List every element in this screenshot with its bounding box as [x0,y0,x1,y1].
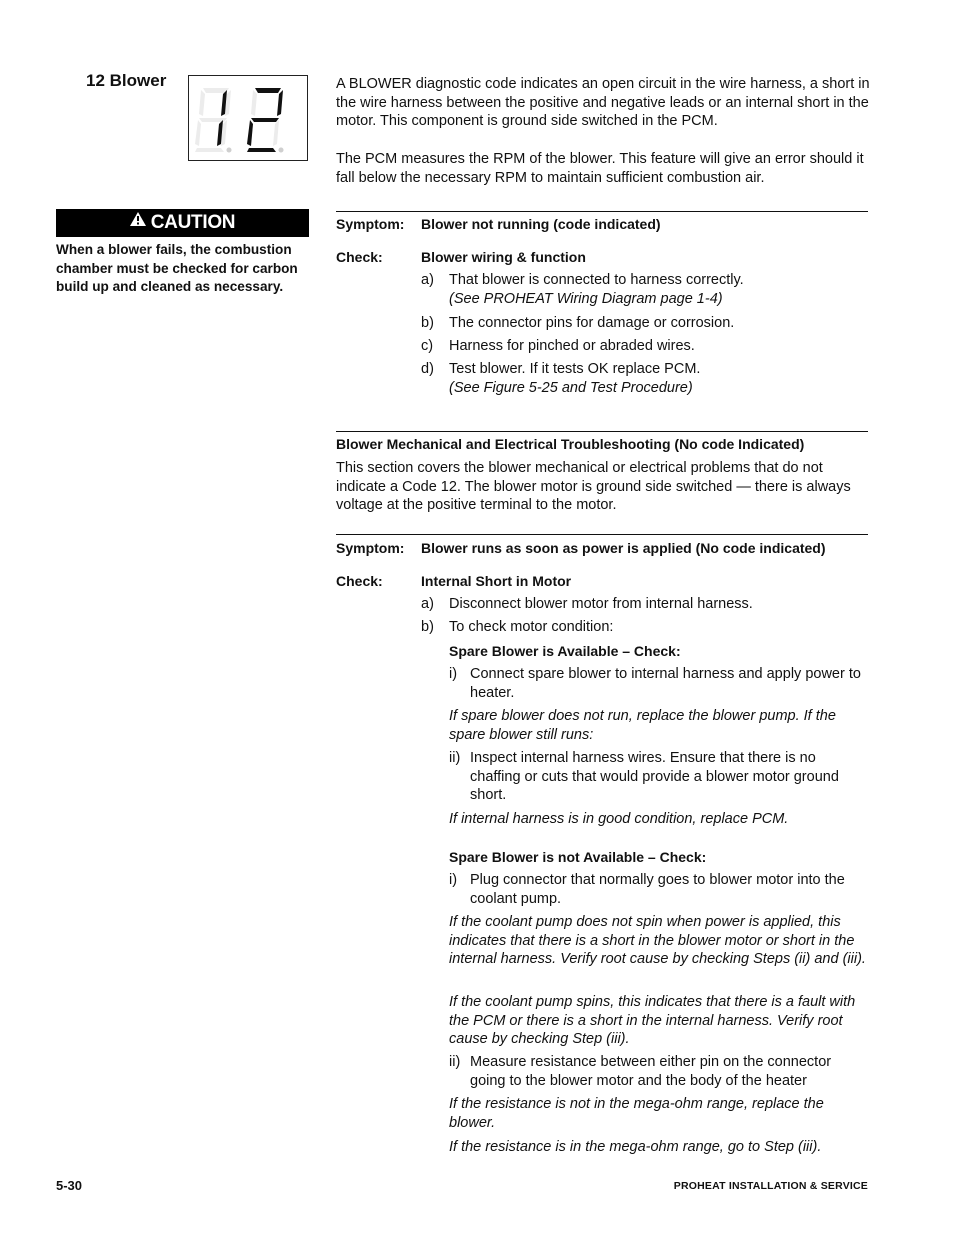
check-text: Internal Short in Motor [421,573,572,589]
section-heading: Blower Mechanical and Electrical Troubleshooting (No code Indicated) [336,436,805,452]
subsection-heading: Spare Blower is not Available – Check: [449,849,707,865]
list-item-text: Disconnect blower motor from internal harness. [449,596,753,612]
caution-text: When a blower fails, the combustion chamber must be checked for carbon build up and cleaned as necessary. [56,242,298,294]
check-label: Check: [336,249,383,265]
list-marker: ii) [449,1054,461,1070]
intro-paragraph-2: The PCM measures the RPM of the blower. This feature will give an error should it fall below the necessary RPM to maintain sufficient combustion air. [336,151,864,186]
check-text: Blower wiring & function [421,249,586,265]
symptom-text: Blower not running (code indicated) [421,216,661,232]
symptom-label: Symptom: [336,216,405,232]
list-item-text: The connector pins for damage or corrosion. [449,315,735,331]
list-item-text: That blower is connected to harness correctly. [449,272,744,288]
instruction-note: If the resistance is not in the mega-ohm range, replace the blower. [449,1096,824,1131]
list-marker: d) [421,361,434,377]
list-marker: b) [421,315,434,331]
symptom-label: Symptom: [336,540,405,556]
instruction-note: If internal harness is in good condition, replace PCM. [449,811,789,827]
symptom-text: Blower runs as soon as power is applied (No code indicated) [421,540,826,556]
list-item-text: To check motor condition: [449,619,614,635]
footer-title: PROHEAT INSTALLATION & SERVICE [673,1180,868,1192]
list-marker: b) [421,619,434,635]
section-paragraph: This section covers the blower mechanical or electrical problems that do not indicate a Code 12. The blower motor is ground side switched — there is always voltage at the positive terminal to the motor. [336,460,851,514]
list-item [449,360,869,397]
list-marker: c) [421,338,434,354]
divider [336,211,868,212]
caution-heading: CAUTION [150,212,236,233]
list-marker: a) [421,596,434,612]
seven-segment-code-12 [189,76,307,160]
page-number: 5-30 [56,1178,83,1193]
subsection-heading: Spare Blower is Available – Check: [449,643,681,659]
list-marker: a) [421,272,434,288]
reference-note: (See PROHEAT Wiring Diagram page 1-4) [449,290,723,307]
list-item-text: Test blower. If it tests OK replace PCM. [449,361,701,377]
check-label: Check: [336,573,383,589]
divider [336,534,868,535]
instruction-note: If the coolant pump spins, this indicates that there is a fault with the PCM or there is a short in the internal harness. Verify root cause by checking Step (iii). [449,994,856,1048]
instruction-note: If the coolant pump does not spin when power is applied, this indicates that there is a short in the blower motor or short in the internal harness. Verify root cause by checking Steps (ii) and (iii). [449,914,866,968]
divider [336,431,868,432]
list-marker: ii) [449,750,461,766]
reference-note: (See Figure 5-25 and Test Procedure) [449,379,693,396]
caution-banner [56,209,309,237]
list-item [449,271,869,308]
diagnostic-code-display [188,75,308,161]
list-item-text: Measure resistance between either pin on the connector going to the blower motor and the body of the heater [470,1054,832,1089]
list-marker: i) [449,872,458,888]
list-item-text: Harness for pinched or abraded wires. [449,338,695,354]
list-item-text: Plug connector that normally goes to blower motor into the coolant pump. [470,872,845,907]
list-marker: i) [449,666,458,682]
list-item-text: Inspect internal harness wires. Ensure that there is no chaffing or cuts that would provide a blower motor ground short. [470,750,839,804]
section-title: 12 Blower [86,71,167,90]
list-item-text: Connect spare blower to internal harness and apply power to heater. [470,666,861,701]
intro-paragraph-1: A BLOWER diagnostic code indicates an open circuit in the wire harness, a short in the wire harness between the positive and negative leads or an internal short in the motor. This component is ground side switched in the PCM. [336,76,870,130]
instruction-note: If spare blower does not run, replace the blower pump. If the spare blower still runs: [449,708,836,743]
warning-icon [130,207,146,235]
instruction-note: If the resistance is in the mega-ohm range, go to Step (iii). [449,1139,822,1155]
